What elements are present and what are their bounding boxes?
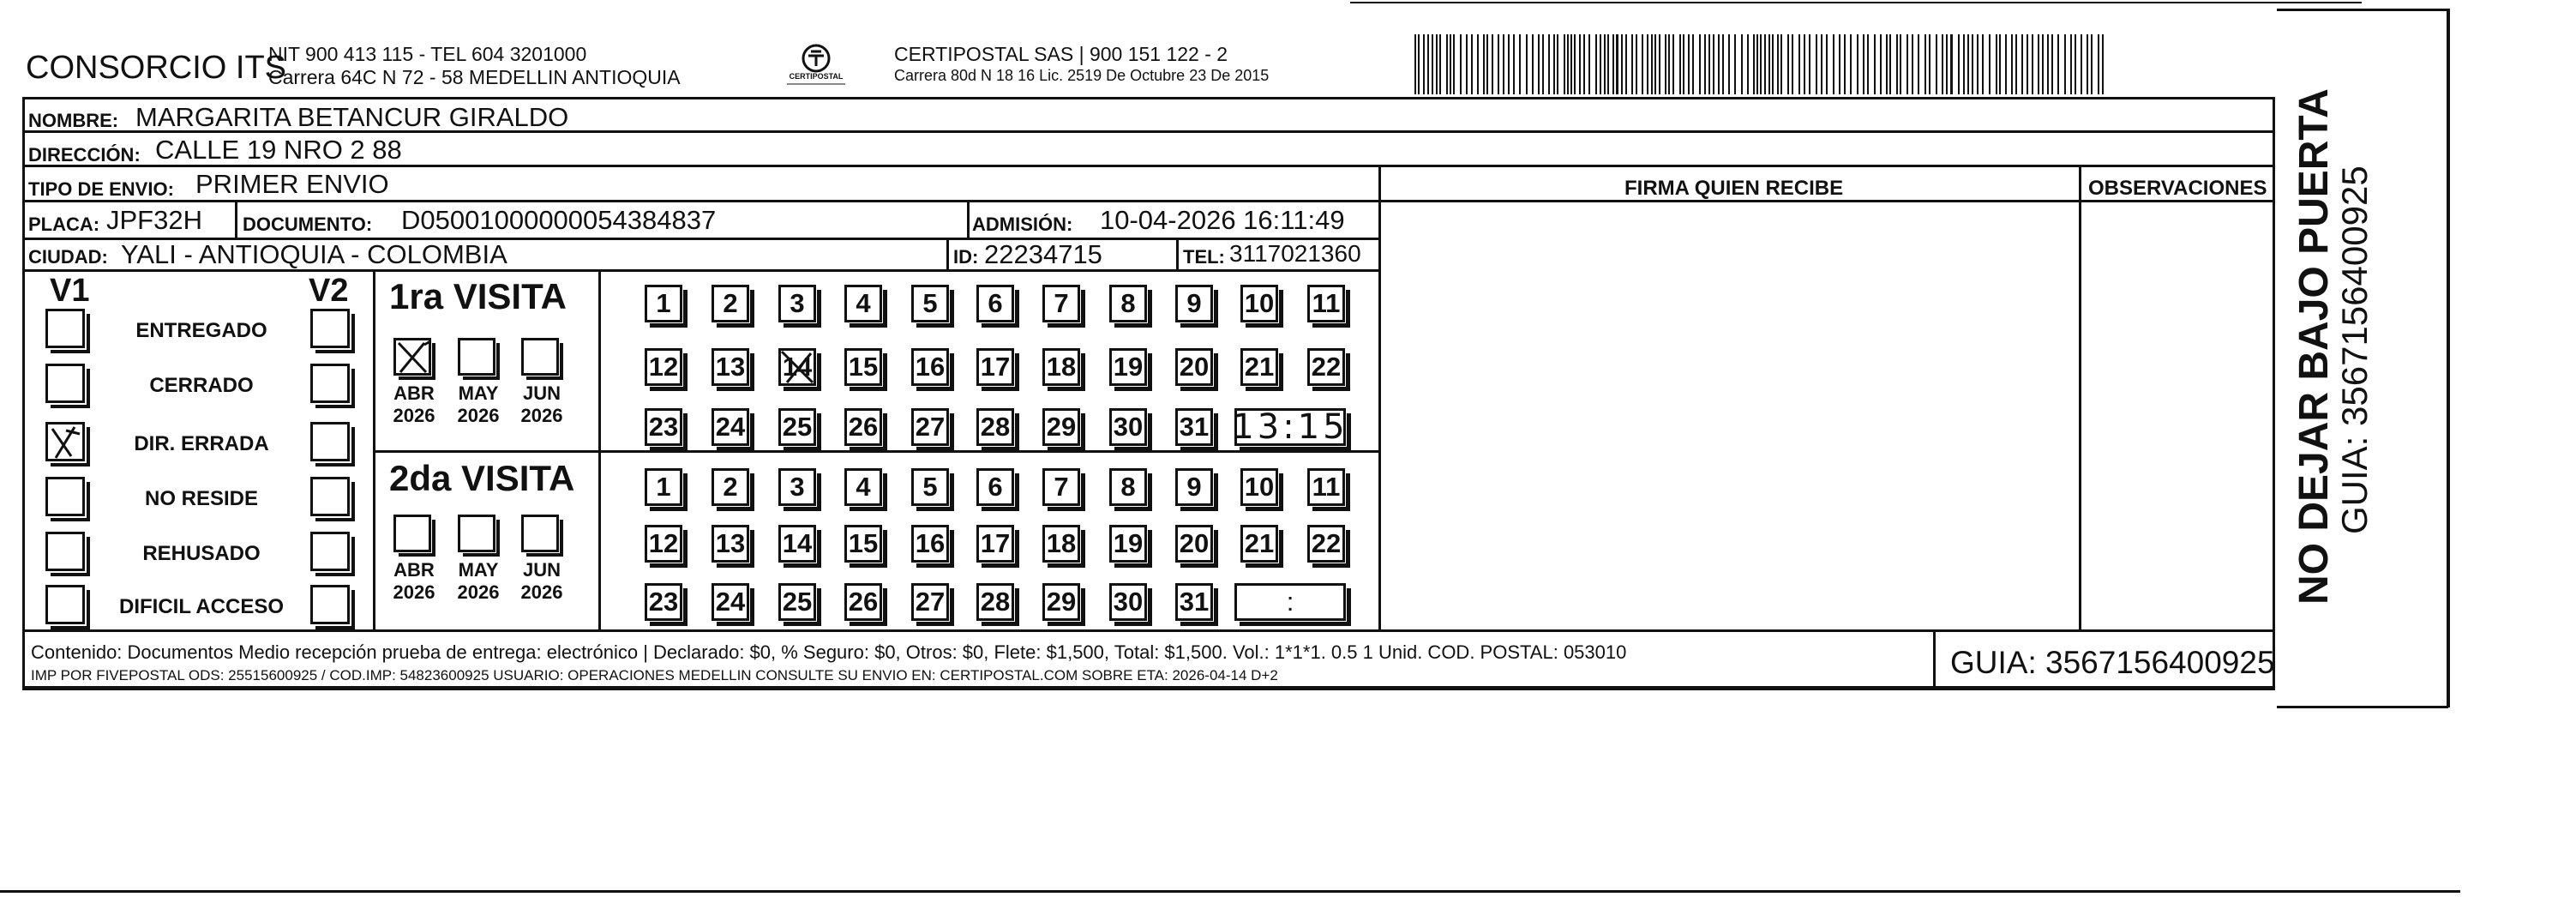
v1-checkbox[interactable] [45, 532, 85, 571]
day-box[interactable]: 9 [1175, 468, 1213, 506]
direccion-label: DIRECCIÓN: [28, 144, 141, 166]
recipient-address: CALLE 19 NRO 2 88 [155, 135, 402, 165]
month-label: JUN [522, 382, 561, 404]
status-label: DIR. ERRADA [134, 432, 269, 455]
day-box[interactable]: 26 [844, 583, 882, 621]
contenido-line: Contenido: Documentos Medio recepción prueba de entrega: electrónico | Declarado: $0, % Seguro: $0, Otros: $0, Flete: $1,500, Total: $1,500. Vol.: 1*1*1. 0.5 1 Unid. COD. POSTAL: 053010 [31, 641, 1627, 663]
day-box[interactable]: 14 [778, 525, 816, 563]
day-box[interactable]: 13 [712, 525, 749, 563]
day-box[interactable]: 19 [1109, 525, 1147, 563]
day-box[interactable]: 13 [712, 348, 749, 386]
day-box[interactable]: 20 [1175, 525, 1213, 563]
day-box[interactable]: 6 [976, 468, 1014, 506]
day-box[interactable]: 24 [712, 583, 749, 621]
day-box[interactable]: 3 [778, 468, 816, 506]
day-box[interactable]: 27 [911, 583, 949, 621]
day-box[interactable]: 5 [911, 468, 949, 506]
certipostal-address: Carrera 80d N 18 16 Lic. 2519 De Octubre 23 De 2015 [894, 67, 1270, 84]
documento: D05001000000054384837 [401, 205, 717, 235]
v2-checkbox[interactable] [310, 477, 350, 516]
day-box[interactable]: 7 [1042, 285, 1080, 322]
month-label: MAY [458, 382, 499, 404]
placa-label: PLACA: [28, 214, 100, 235]
year-label: 2026 [520, 581, 563, 603]
day-box[interactable]: 29 [1042, 408, 1080, 446]
guia-footer: GUIA: 3567156400925 [1950, 645, 2275, 680]
month-label: ABR [393, 559, 435, 581]
v2-checkbox[interactable] [310, 364, 350, 403]
day-box[interactable]: 22 [1307, 348, 1345, 386]
tipo-envio: PRIMER ENVIO [195, 169, 389, 199]
status-label: REHUSADO [142, 542, 261, 565]
day-box[interactable]: 23 [645, 408, 682, 446]
v2-label: V2 [309, 273, 349, 309]
day-box[interactable]: 11 [1307, 285, 1345, 322]
v1-checkbox[interactable] [45, 422, 85, 461]
day-box[interactable]: 16 [911, 348, 949, 386]
month-checkbox[interactable] [393, 338, 431, 376]
firma-header: FIRMA QUIEN RECIBE [1624, 177, 1844, 200]
day-box[interactable]: 16 [911, 525, 949, 563]
day-box[interactable]: 20 [1175, 348, 1213, 386]
recipient-name: MARGARITA BETANCUR GIRALDO [135, 102, 569, 132]
day-box[interactable]: 10 [1240, 285, 1278, 322]
visit-2-title: 2da VISITA [389, 458, 575, 498]
day-box[interactable]: 30 [1109, 408, 1147, 446]
no-dejar-warning: NO DEJAR BAJO PUERTA [2291, 88, 2337, 605]
day-box[interactable]: 31 [1175, 583, 1213, 621]
time-box[interactable]: 13:15 [1232, 407, 1348, 447]
v1-label: V1 [50, 273, 90, 309]
barcode [1414, 34, 2105, 94]
day-box[interactable]: 31 [1175, 408, 1213, 446]
day-box[interactable]: 21 [1240, 525, 1278, 563]
day-box[interactable]: 15 [844, 348, 882, 386]
certipostal-line: CERTIPOSTAL SAS | 900 151 122 - 2 [894, 43, 1228, 65]
documento-label: DOCUMENTO: [243, 214, 373, 235]
nit-line: NIT 900 413 115 - TEL 604 3201000 [268, 43, 587, 65]
imp-line: IMP POR FIVEPOSTAL ODS: 25515600925 / COD.IMP: 54823600925 USUARIO: OPERACIONES MEDELLIN CONSULTE SU ENVIO EN: CERTIPOSTAL.COM SOBRE ETA: 2026-04-14 D+2 [31, 667, 1278, 683]
day-box[interactable]: 25 [778, 408, 816, 446]
day-box[interactable]: 23 [645, 583, 682, 621]
day-box[interactable]: 25 [778, 583, 816, 621]
month-checkbox[interactable] [393, 515, 431, 552]
day-box[interactable]: 15 [844, 525, 882, 563]
day-box[interactable]: 7 [1042, 468, 1080, 506]
status-label: DIFICIL ACCESO [118, 595, 284, 618]
month-label: ABR [393, 382, 435, 404]
v1-checkbox[interactable] [45, 309, 85, 348]
tel-label: TEL: [1183, 246, 1225, 268]
guia-side: GUIA: 3567156400925 [2334, 166, 2375, 534]
certipostal-logo: CERTIPOSTAL [782, 41, 850, 89]
nombre-label: NOMBRE: [28, 110, 119, 131]
year-label: 2026 [393, 581, 435, 603]
time-box[interactable]: : [1234, 583, 1346, 621]
month-label: JUN [522, 559, 561, 581]
day-box[interactable]: 6 [976, 285, 1014, 322]
day-box[interactable]: 26 [844, 408, 882, 446]
month-label: MAY [458, 559, 499, 581]
year-label: 2026 [520, 405, 563, 426]
tel-number: 3117021360 [1229, 240, 1361, 267]
day-box[interactable]: 1 [645, 468, 682, 506]
ciudad-label: CIUDAD: [28, 246, 108, 268]
day-box[interactable]: 18 [1042, 525, 1080, 563]
v1-checkbox[interactable] [45, 585, 85, 624]
admision-label: ADMISIÓN: [972, 214, 1073, 235]
v2-checkbox[interactable] [310, 532, 350, 571]
day-box[interactable]: 2 [712, 285, 749, 322]
day-box[interactable]: 12 [645, 525, 682, 563]
day-box[interactable]: 8 [1109, 285, 1147, 322]
day-box[interactable]: 21 [1240, 348, 1278, 386]
day-box[interactable]: 12 [645, 348, 682, 386]
v1-checkbox[interactable] [45, 364, 85, 403]
day-box[interactable]: 28 [976, 408, 1014, 446]
id-label: ID: [953, 246, 979, 268]
day-box[interactable]: 2 [712, 468, 749, 506]
status-label: ENTREGADO [135, 319, 267, 342]
month-checkbox[interactable] [458, 338, 495, 376]
day-box[interactable]: 29 [1042, 583, 1080, 621]
tipo-envio-label: TIPO DE ENVIO: [28, 178, 174, 200]
day-box[interactable]: 18 [1042, 348, 1080, 386]
year-label: 2026 [393, 405, 435, 426]
day-box[interactable]: 22 [1307, 525, 1345, 563]
v2-checkbox[interactable] [310, 309, 350, 348]
day-box[interactable]: 24 [712, 408, 749, 446]
day-box[interactable]: 5 [911, 285, 949, 322]
visit-1-title: 1ra VISITA [389, 276, 567, 316]
status-label: CERRADO [149, 374, 254, 397]
placa: JPF32H [106, 205, 202, 235]
company-name: CONSORCIO ITS [26, 50, 287, 86]
status-label: NO RESIDE [144, 487, 259, 510]
day-box[interactable]: 30 [1109, 583, 1147, 621]
ciudad: YALI - ANTIOQUIA - COLOMBIA [121, 239, 507, 269]
day-box[interactable]: 17 [976, 348, 1014, 386]
day-box[interactable]: 9 [1175, 285, 1213, 322]
observaciones-header: OBSERVACIONES [2088, 177, 2267, 200]
day-box[interactable]: 17 [976, 525, 1014, 563]
year-label: 2026 [457, 581, 500, 603]
day-box[interactable]: 4 [844, 285, 882, 322]
day-box[interactable]: 3 [778, 285, 816, 322]
day-box[interactable]: 11 [1307, 468, 1345, 506]
month-checkbox[interactable] [458, 515, 495, 552]
month-checkbox[interactable] [521, 338, 559, 376]
year-label: 2026 [457, 405, 500, 426]
day-box[interactable]: 1 [645, 285, 682, 322]
v2-checkbox[interactable] [310, 422, 350, 461]
day-box[interactable]: 10 [1240, 468, 1278, 506]
company-address: Carrera 64C N 72 - 58 MEDELLIN ANTIOQUIA [268, 66, 681, 88]
v1-checkbox[interactable] [45, 477, 85, 516]
v2-checkbox[interactable] [310, 585, 350, 624]
id-number: 22234715 [984, 239, 1102, 269]
day-box[interactable]: 27 [911, 408, 949, 446]
day-box[interactable]: 14 [778, 348, 816, 386]
day-box[interactable]: 4 [844, 468, 882, 506]
admision-date: 10-04-2026 16:11:49 [1100, 205, 1345, 235]
day-box[interactable]: 8 [1109, 468, 1147, 506]
day-box[interactable]: 19 [1109, 348, 1147, 386]
day-box[interactable]: 28 [976, 583, 1014, 621]
month-checkbox[interactable] [521, 515, 559, 552]
